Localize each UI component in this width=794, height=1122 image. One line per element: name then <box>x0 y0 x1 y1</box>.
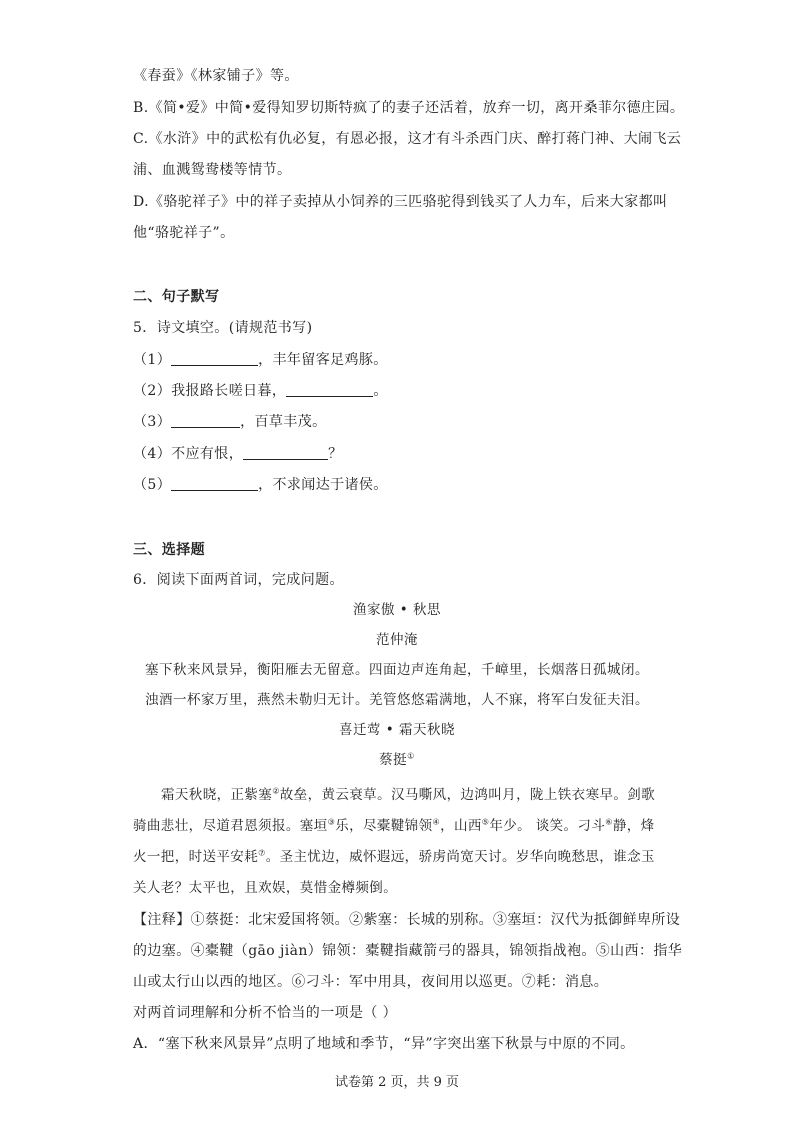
answer-blank-2[interactable] <box>286 382 373 397</box>
poem1-line1: 塞下秋来风景异，衡阳雁去无留意。四面边声连角起，千嶂里，长烟落日孤城闭。 <box>145 662 649 678</box>
notes-line3: 山或太行山以西的地区。⑥刁斗：军中用具，夜间用以巡更。⑦耗：消息。 <box>133 974 609 990</box>
answer-blank-5[interactable] <box>171 476 258 491</box>
option-d-line1: D.《骆驼祥子》中的祥子卖掉从小饲养的三匹骆驼得到钱买了人力车，后来大家都叫 <box>133 194 668 210</box>
fill-item-1: （1） ，丰年留客足鸡豚。 <box>133 352 388 368</box>
answer-blank-4[interactable] <box>243 445 328 460</box>
option-b: B.《简•爱》中简•爱得知罗切斯特疯了的妻子还活着，放弃一切，离开桑菲尔德庄园。 <box>133 100 685 116</box>
question-6: 6．阅读下面两首词，完成问题。 <box>133 572 344 588</box>
option-d-line2: 他“骆驼祥子”。 <box>133 225 235 241</box>
poem1-author: 范仲淹 <box>376 632 418 648</box>
page-footer: 试卷第 2 页，共 9 页 <box>334 1075 460 1090</box>
poem2-line4: 关人老？太平也，且欢娱，莫惜金樽频倒。 <box>133 880 398 896</box>
poem2-line1: 霜天秋晓，正紫塞②故垒，黄云衰草。汉马嘶风，边鸿叫月，陇上铁衣寒早。剑歌 <box>161 786 656 803</box>
option-a: A．“塞下秋来风景异”点明了地域和季节，“异”字突出塞下秋景与中原的不同。 <box>133 1036 635 1052</box>
poem2-line3: 火一把，时送平安耗⑦。圣主忧边，威怀遐远，骄虏尚宽天讨。岁华向晚愁思，谁念玉 <box>133 848 655 865</box>
question-6-prompt: 对两首词理解和分析不恰当的一项是（ ） <box>133 1005 398 1021</box>
fill-item-3: （3） ，百草丰茂。 <box>133 414 327 430</box>
poem2-author: 蔡挺① <box>379 751 415 768</box>
fill-item-2: （2）我报路长嗟日暮， 。 <box>133 383 388 399</box>
poem1-line2: 浊酒一杯家万里，燕然未勒归无计。羌管悠悠霜满地，人不寐，将军白发征夫泪。 <box>145 692 649 708</box>
notes-line1: 【注释】①蔡挺：北宋爱国将领。②紫塞：长城的别称。③塞垣：汉代为抵御鲜卑所设 <box>133 912 681 928</box>
poem2-line2: 骑曲悲壮，尽道君恩须报。塞垣③乐，尽橐鞬锦领④，山西⑤年少。 谈笑。刁斗⑥静，烽 <box>133 817 655 834</box>
fill-item-4: （4）不应有恨， ？ <box>133 446 343 462</box>
question-5: 5．诗文填空。(请规范书写) <box>133 320 313 336</box>
section3-heading: 三、选择题 <box>133 542 205 558</box>
poem1-title: 渔家傲 • 秋思 <box>352 602 442 618</box>
answer-blank-3[interactable] <box>171 413 240 428</box>
option-a-continued: 《春蚕》《林家铺子》等。 <box>133 68 299 84</box>
poem2-title: 喜迁莺 • 霜天秋晓 <box>338 722 456 738</box>
answer-blank-1[interactable] <box>171 351 258 366</box>
notes-line2: 的边塞。④橐鞬（gāo jiàn）锦领：橐鞬指藏箭弓的器具，锦领指战袍。⑤山西：指华 <box>133 943 683 959</box>
section2-heading: 二、句子默写 <box>133 289 220 305</box>
option-c-line1: C.《水浒》中的武松有仇必复，有恩必报，这才有斗杀西门庆、醉打蒋门神、大闹飞云 <box>133 131 682 147</box>
fill-item-5: （5） ，不求闻达于诸侯。 <box>133 477 388 493</box>
option-c-line2: 浦、血溅鸳鸯楼等情节。 <box>133 162 292 178</box>
